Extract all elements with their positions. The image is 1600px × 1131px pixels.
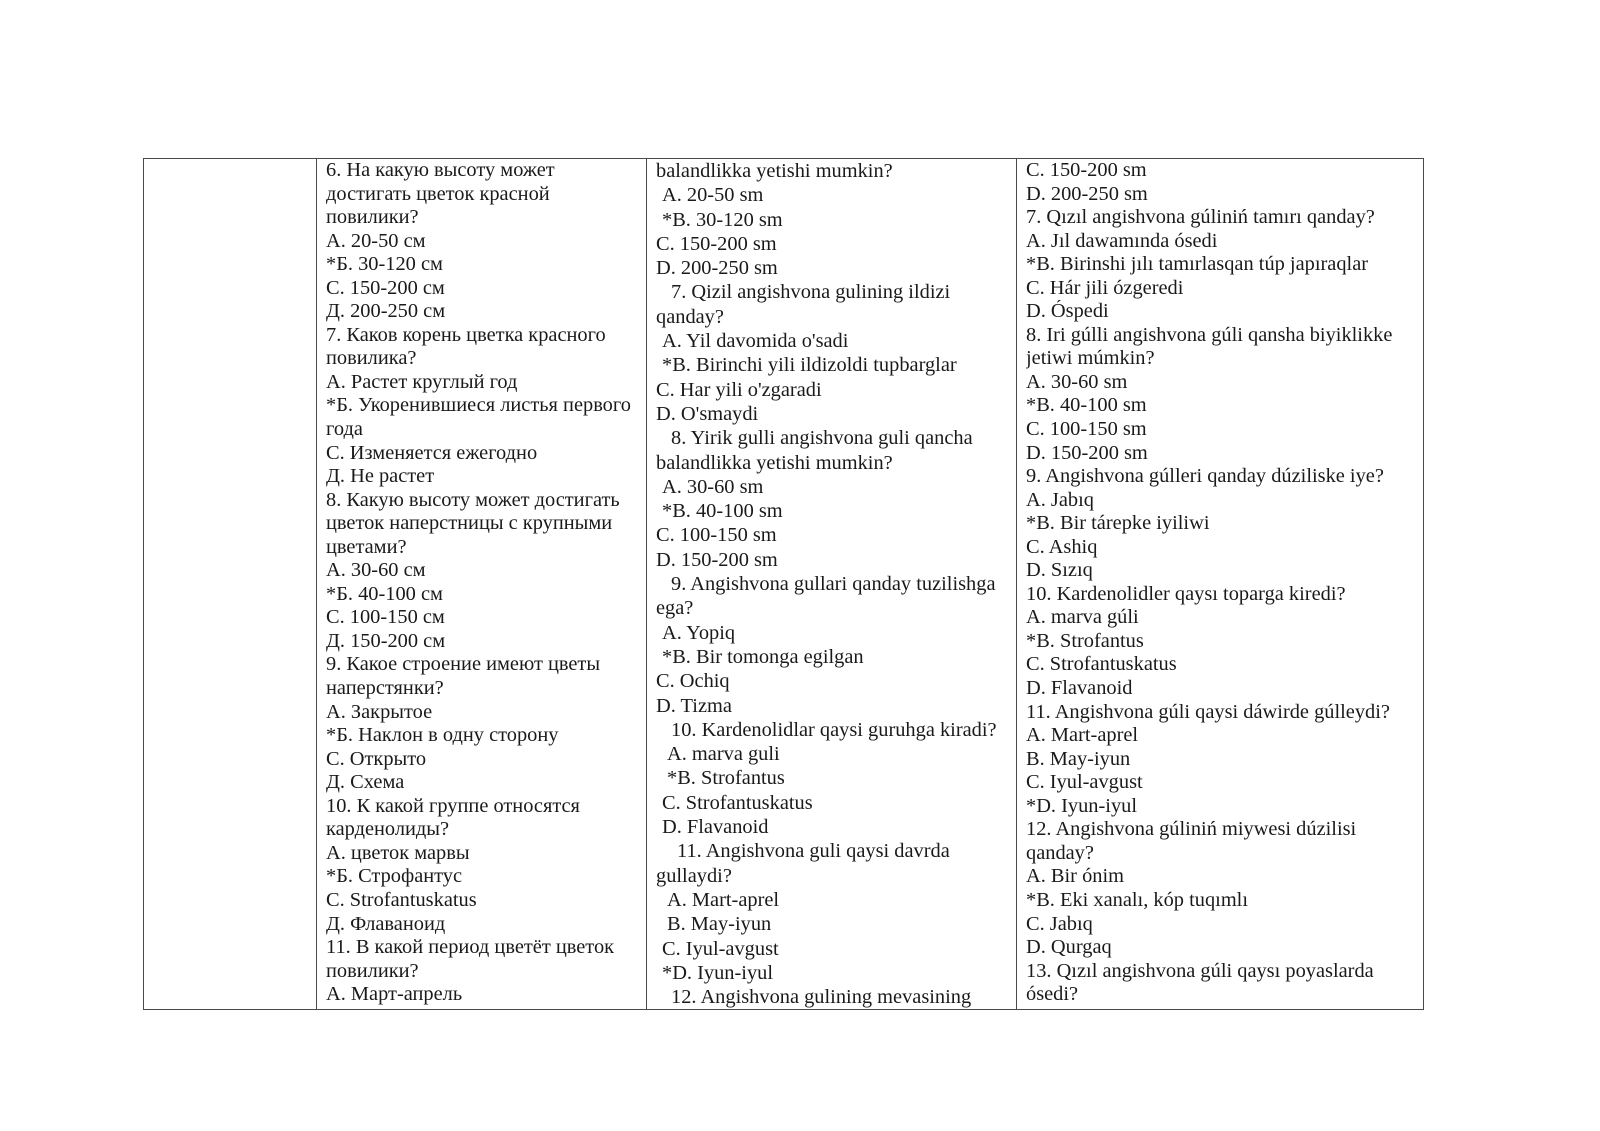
question-text: повилика? [326,347,417,370]
correct-answer-option: *B. Eki xanalı, kóp tuqımlı [1026,888,1249,911]
answer-option: D. Flavanoid [1026,677,1133,700]
answer-option: A. Mart-aprel [1026,724,1139,747]
answer-option: B. May-iyun [1026,747,1131,770]
question-text: 8. Iri gúlli angishvona gúli qansha biyiklikke [1026,323,1393,346]
answer-option: C. Har yili o'zgaradi [656,378,822,401]
answer-option: D. Óspedi [1026,300,1109,323]
answer-option: A. marva guli [667,743,780,766]
answer-option: D. O'smaydi [656,402,759,425]
question-text: qanday? [656,305,724,328]
answer-option: D. 200-250 sm [1026,182,1148,205]
answer-option: C. Jabıq [1026,912,1093,935]
correct-answer-option: *B. Bir tomonga egilgan [662,645,864,668]
answer-option: C. 100-150 sm [1026,418,1147,441]
question-text: 13. Qızıl angishvona gúli qaysı poyaslarda [1026,959,1374,982]
answer-option: Д. Не растет [326,465,435,488]
answer-option: A. Jabıq [1026,488,1094,511]
correct-answer-option: *Б. Строфантус [326,865,463,888]
answer-option: C. 150-200 sm [656,232,777,255]
correct-answer-option: *Б. Наклон в одну сторону [326,724,559,747]
answer-option: С. 150-200 см [326,276,445,299]
question-text: 8. Какую высоту может достигать [326,488,620,511]
correct-answer-option: *D. Iyun-iyul [662,961,774,984]
correct-answer-option: года [326,418,363,441]
question-text: 10. К какой группе относятся [326,794,580,817]
question-text: 7. Qızıl angishvona gúliniń tamırı qanday? [1026,206,1375,229]
question-text: 9. Какое строение имеют цветы [326,653,601,676]
answer-option: А. Растет круглый год [326,370,518,393]
question-text: 12. Angishvona gúliniń miywesi dúzilisi [1026,818,1357,841]
question-text: наперстянки? [326,677,444,700]
answer-option: А. цветок марвы [326,841,470,864]
correct-answer-option: *B. 40-100 sm [662,500,783,523]
question-text: цветами? [326,535,407,558]
answer-option: D. 150-200 sm [656,548,778,571]
table-column-3 [646,159,1016,1009]
answer-option: C. Strofantuskatus [1026,653,1177,676]
answer-option: D. Tizma [656,694,732,717]
question-text: 8. Yirik gulli angishvona guli qancha [671,427,973,450]
question-text: 12. Angishvona gulining mevasining [671,986,972,1009]
question-text: повилики? [326,206,419,229]
answer-option: А. Закрытое [326,700,433,723]
question-text: 6. На какую высоту может [326,159,555,181]
question-text: balandlikka yetishi mumkin? [656,451,893,474]
answer-option: С. Изменяется ежегодно [326,441,538,464]
question-text: ega? [656,597,694,620]
question-text: qanday? [1026,841,1094,864]
question-text: карденолиды? [326,818,450,841]
correct-answer-option: *Б. 30-120 см [326,253,443,276]
question-text: ósedi? [1026,983,1079,1006]
answer-option: А. 30-60 см [326,559,426,582]
correct-answer-option: *B. Strofantus [1026,629,1144,652]
answer-option: А. Март-апрель [326,983,463,1006]
table-column-4 [1016,159,1423,1009]
correct-answer-option: *B. 30-120 sm [662,208,783,231]
answer-option: D. Qurgaq [1026,936,1112,959]
answer-option: A. Jıl dawamında ósedi [1026,229,1218,252]
question-text: 9. Angishvona gúlleri qanday dúziliske iye? [1026,465,1384,488]
question-text: balandlikka yetishi mumkin? [656,160,893,182]
answer-option: D. 150-200 sm [1026,441,1148,464]
answer-option: A. 30-60 sm [662,475,764,498]
answer-option: C. 150-200 sm [1026,159,1147,181]
answer-option: A. 20-50 sm [662,184,764,207]
answer-option: A. Mart-aprel [667,888,780,911]
answer-option: A. Yil davomida o'sadi [662,330,849,353]
correct-answer-option: *D. Iyun-iyul [1026,794,1138,817]
question-text: 9. Angishvona gullari qanday tuzilishga [671,573,996,596]
answer-option: С. Strofantuskatus [326,888,477,911]
answer-option: D. 200-250 sm [656,257,778,280]
answer-option: A. Yopiq [662,621,736,644]
table-column-2 [316,159,646,1009]
answer-option: Д. 150-200 см [326,629,446,652]
answer-option: С. 100-150 см [326,606,445,629]
answer-option: C. Ochiq [656,670,730,693]
question-text: достигать цветок красной [326,182,550,205]
question-text: 7. Каков корень цветка красного [326,323,606,346]
question-text: 10. Kardenolidlar qaysi guruhga kiradi? [671,718,997,741]
answer-option: C. Ashiq [1026,535,1098,558]
question-text: 10. Kardenolidler qaysı toparga kiredi? [1026,582,1346,605]
question-text: 11. В какой период цветёт цветок [326,936,615,959]
question-text: jetiwi múmkin? [1026,347,1155,370]
answer-option: A. 30-60 sm [1026,370,1128,393]
correct-answer-option: *B. Strofantus [667,767,785,790]
answer-option: А. 20-50 см [326,229,426,252]
answer-option: C. Strofantuskatus [662,791,813,814]
question-text: повилики? [326,959,419,982]
answer-option: Д. 200-250 см [326,300,446,323]
question-text: gullaydi? [656,864,732,887]
answer-option: D. Sızıq [1026,559,1093,582]
correct-answer-option: *B. Birinshi jılı tamırlasqan túp japıraqlar [1026,253,1369,276]
question-text: 11. Angishvona guli qaysi davrda [677,840,950,863]
question-text: цветок наперстницы с крупными [326,512,613,535]
answer-option: Д. Флаваноид [326,912,446,935]
correct-answer-option: *B. Bir tárepke iyiliwi [1026,512,1210,535]
answer-option: C. Iyul-avgust [1026,771,1143,794]
correct-answer-option: *B. 40-100 sm [1026,394,1147,417]
question-text: 7. Qizil angishvona gulining ildizi [671,281,951,304]
answer-option: B. May-iyun [667,913,772,936]
question-table [143,158,1424,1010]
answer-option: C. Hár jili ózgeredi [1026,276,1184,299]
table-column-1-empty [144,159,316,1009]
answer-option: A. marva gúli [1026,606,1139,629]
correct-answer-option: *Б. Укоренившиеся листья первого [326,394,631,417]
answer-option: D. Flavanoid [662,816,769,839]
answer-option: C. 100-150 sm [656,524,777,547]
correct-answer-option: *B. Birinchi yili ildizoldi tupbarglar [662,354,957,377]
answer-option: С. Открыто [326,747,427,770]
answer-option: Д. Схема [326,771,405,794]
correct-answer-option: *Б. 40-100 см [326,582,443,605]
question-text: 11. Angishvona gúli qaysi dáwirde gúlleydi? [1026,700,1390,723]
answer-option: A. Bir ónim [1026,865,1124,888]
answer-option: C. Iyul-avgust [662,937,779,960]
